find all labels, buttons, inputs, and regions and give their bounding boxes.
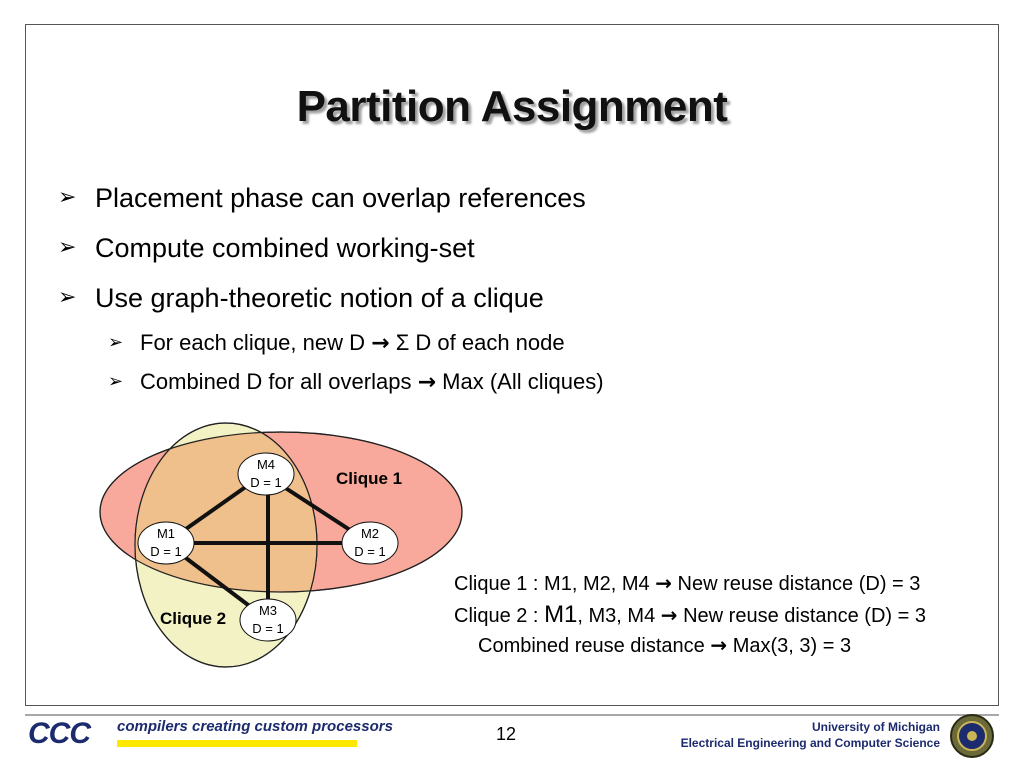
bullet-text: Use graph-theoretic notion of a clique (95, 283, 544, 313)
bullet-arrow-icon: ➢ (58, 285, 77, 310)
slide-title: Partition Assignment (296, 82, 728, 131)
node-m1-name: M1 (156, 526, 176, 541)
clique-summary (454, 568, 926, 661)
node-m4-d: D = 1 (250, 475, 282, 490)
node-m3-name: M3 (258, 603, 278, 618)
bullet-arrow-icon: ➢ (108, 332, 124, 353)
right-arrow-icon: → (660, 603, 678, 627)
summary-line-2-mid: , M3, M4 (577, 605, 656, 627)
bullet-text: Compute combined working-set (95, 233, 475, 263)
right-arrow-icon: → (710, 633, 728, 657)
right-arrow-icon: → (371, 331, 390, 356)
sub-bullet-post: Σ D of each node (395, 330, 565, 355)
footer-tagline: compilers creating custom processors (117, 718, 393, 735)
right-arrow-icon: → (655, 571, 672, 595)
summary-line-3-pre: Combined reuse distance (478, 635, 705, 657)
summary-line-2-m1: M1 (544, 601, 578, 628)
right-arrow-icon: → (417, 370, 437, 395)
sub-bullet-pre: Combined D for all overlaps (140, 369, 412, 394)
summary-line-2-pre: Clique 2 : (454, 605, 539, 627)
clique1-label: Clique 1 (336, 469, 403, 488)
node-m4 (238, 453, 294, 495)
department-name: Electrical Engineering and Computer Science (680, 736, 940, 750)
ccc-logo: CCC (28, 717, 90, 750)
summary-line-3-post: Max(3, 3) = 3 (732, 635, 852, 657)
clique2-label: Clique 2 (160, 609, 227, 628)
summary-line-2 (454, 599, 926, 630)
node-m2-d: D = 1 (354, 544, 386, 559)
summary-line-3 (454, 630, 926, 661)
node-m1-d: D = 1 (150, 544, 182, 559)
page-number: 12 (496, 724, 517, 744)
university-seal-icon (949, 713, 995, 759)
university-name: University of Michigan (811, 720, 940, 734)
bullet-arrow-icon: ➢ (58, 185, 77, 210)
sub-bullet-pre: For each clique, new D (140, 330, 365, 355)
sub-bullet-post: Max (All cliques) (442, 369, 604, 394)
university-credit (681, 719, 940, 751)
summary-line-1-pre: Clique 1 : M1, M2, M4 (454, 573, 650, 595)
node-m2-name: M2 (360, 526, 380, 541)
node-m3 (240, 599, 296, 641)
summary-line-2-post: New reuse distance (D) = 3 (683, 605, 926, 627)
node-m3-d: D = 1 (252, 621, 284, 636)
bullet-text: Placement phase can overlap references (95, 183, 586, 213)
summary-line-1 (454, 568, 926, 599)
node-m1 (138, 522, 194, 564)
bullet-arrow-icon: ➢ (58, 235, 77, 260)
summary-line-1-post: New reuse distance (D) = 3 (677, 573, 921, 595)
node-m4-name: M4 (256, 457, 276, 472)
tagline-underline (117, 740, 357, 747)
node-m2 (342, 522, 398, 564)
footer-divider (25, 714, 999, 716)
bullet-arrow-icon: ➢ (108, 371, 124, 392)
